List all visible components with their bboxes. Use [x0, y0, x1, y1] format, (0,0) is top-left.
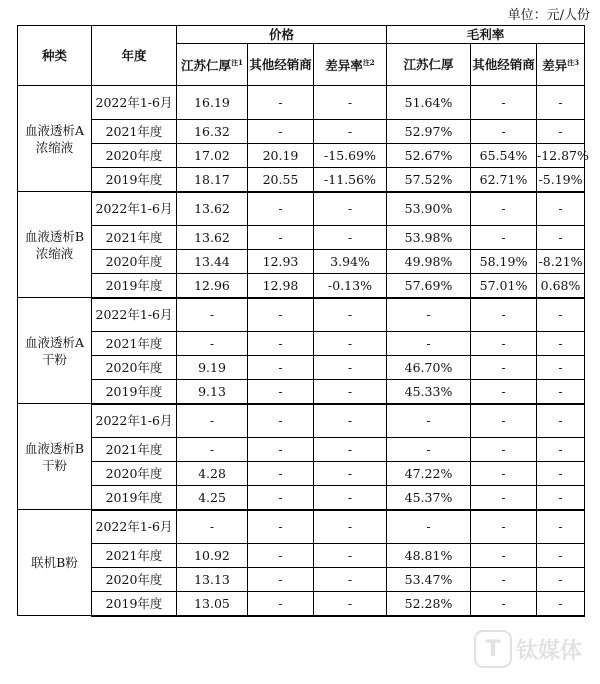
price-diff-cell: - — [314, 192, 387, 226]
price-other-cell: - — [248, 568, 314, 592]
margin-diff-cell: - — [537, 332, 585, 356]
price-jiangsu-cell: 13.13 — [177, 568, 248, 592]
margin-diff-cell: - — [537, 592, 585, 616]
margin-diff-cell: - — [537, 298, 585, 332]
margin-jiangsu-cell: - — [387, 510, 471, 544]
year-cell: 2019年度 — [92, 486, 177, 510]
header-price-jiangsu: 江苏仁厚$^{注1}$ — [177, 44, 248, 86]
price-jiangsu-cell: 9.13 — [177, 380, 248, 404]
price-diff-cell: - — [314, 226, 387, 250]
year-cell: 2022年1-6月 — [92, 192, 177, 226]
price-other-cell: 12.93 — [248, 250, 314, 274]
price-diff-cell: - — [314, 486, 387, 510]
price-jiangsu-cell: 16.19 — [177, 86, 248, 120]
margin-jiangsu-cell: 53.90% — [387, 192, 471, 226]
header-year: 年度 — [92, 26, 177, 86]
year-cell: 2020年度 — [92, 144, 177, 168]
margin-jiangsu-cell: 45.33% — [387, 380, 471, 404]
margin-jiangsu-cell: 45.37% — [387, 486, 471, 510]
margin-other-cell: - — [471, 380, 537, 404]
table-row — [18, 120, 585, 144]
margin-diff-cell: - — [537, 356, 585, 380]
price-other-cell: - — [248, 332, 314, 356]
price-jiangsu-cell: 13.44 — [177, 250, 248, 274]
year-cell: 2019年度 — [92, 274, 177, 298]
margin-other-cell: - — [471, 356, 537, 380]
price-jiangsu-cell: 4.28 — [177, 462, 248, 486]
price-other-cell: - — [248, 510, 314, 544]
margin-jiangsu-cell: 46.70% — [387, 356, 471, 380]
price-jiangsu-cell: 18.17 — [177, 168, 248, 192]
price-diff-cell: - — [314, 438, 387, 462]
price-diff-cell: - — [314, 404, 387, 438]
year-cell: 2020年度 — [92, 250, 177, 274]
margin-jiangsu-cell: 49.98% — [387, 250, 471, 274]
margin-diff-cell: - — [537, 438, 585, 462]
margin-other-cell: - — [471, 298, 537, 332]
year-cell: 2020年度 — [92, 568, 177, 592]
header-price-diff: 差异率$^{注2}$ — [314, 44, 387, 86]
margin-other-cell: 58.19% — [471, 250, 537, 274]
margin-jiangsu-cell: - — [387, 404, 471, 438]
header-margin-diff: 差异$^{注3}$ — [537, 44, 585, 86]
header-price-group: 价格 — [177, 26, 387, 44]
price-other-cell: - — [248, 226, 314, 250]
year-cell: 2021年度 — [92, 544, 177, 568]
year-cell: 2019年度 — [92, 592, 177, 616]
price-diff-cell: 3.94% — [314, 250, 387, 274]
margin-other-cell: - — [471, 332, 537, 356]
price-diff-cell: - — [314, 510, 387, 544]
margin-diff-cell: - — [537, 462, 585, 486]
margin-jiangsu-cell: 47.22% — [387, 462, 471, 486]
margin-jiangsu-cell: 52.97% — [387, 120, 471, 144]
year-cell: 2022年1-6月 — [92, 86, 177, 120]
margin-jiangsu-cell: - — [387, 332, 471, 356]
margin-jiangsu-cell: 53.98% — [387, 226, 471, 250]
table-row — [18, 86, 585, 120]
margin-jiangsu-cell: 52.67% — [387, 144, 471, 168]
margin-other-cell: - — [471, 404, 537, 438]
header-category: 种类 — [18, 26, 92, 86]
year-cell: 2021年度 — [92, 226, 177, 250]
price-other-cell: - — [248, 486, 314, 510]
price-other-cell: - — [248, 592, 314, 616]
margin-other-cell: 62.71% — [471, 168, 537, 192]
price-other-cell: - — [248, 462, 314, 486]
table-row — [18, 486, 585, 510]
margin-other-cell: - — [471, 486, 537, 510]
price-diff-cell: - — [314, 544, 387, 568]
margin-jiangsu-cell: 51.64% — [387, 86, 471, 120]
table-row — [18, 568, 585, 592]
year-cell: 2019年度 — [92, 380, 177, 404]
margin-other-cell: - — [471, 462, 537, 486]
price-jiangsu-cell: - — [177, 332, 248, 356]
category-cell: 血液透析A浓缩液 — [18, 86, 92, 192]
margin-diff-cell: -5.19% — [537, 168, 585, 192]
table-row — [18, 592, 585, 616]
price-other-cell: 20.55 — [248, 168, 314, 192]
table-row — [18, 274, 585, 298]
price-diff-cell: - — [314, 356, 387, 380]
margin-other-cell: - — [471, 192, 537, 226]
table-row — [18, 462, 585, 486]
price-other-cell: - — [248, 120, 314, 144]
price-diff-cell: - — [314, 568, 387, 592]
price-other-cell: - — [248, 192, 314, 226]
table-row — [18, 144, 585, 168]
margin-jiangsu-cell: - — [387, 438, 471, 462]
margin-other-cell: - — [471, 86, 537, 120]
year-cell: 2021年度 — [92, 120, 177, 144]
price-other-cell: - — [248, 356, 314, 380]
price-jiangsu-cell: - — [177, 510, 248, 544]
year-cell: 2022年1-6月 — [92, 298, 177, 332]
table-row — [18, 226, 585, 250]
header-price-other: 其他经销商 — [248, 44, 314, 86]
watermark-text: 钛媒体 — [516, 638, 583, 664]
margin-other-cell: 65.54% — [471, 144, 537, 168]
price-jiangsu-cell: 4.25 — [177, 486, 248, 510]
year-cell: 2021年度 — [92, 332, 177, 356]
margin-other-cell: 57.01% — [471, 274, 537, 298]
margin-other-cell: - — [471, 568, 537, 592]
price-jiangsu-cell: - — [177, 298, 248, 332]
table-row — [18, 332, 585, 356]
price-diff-cell: -0.13% — [314, 274, 387, 298]
margin-other-cell: - — [471, 438, 537, 462]
price-other-cell: - — [248, 380, 314, 404]
year-cell: 2019年度 — [92, 168, 177, 192]
year-cell: 2022年1-6月 — [92, 404, 177, 438]
price-other-cell: 20.19 — [248, 144, 314, 168]
price-diff-cell: -11.56% — [314, 168, 387, 192]
margin-diff-cell: - — [537, 544, 585, 568]
margin-diff-cell: -12.87% — [537, 144, 585, 168]
margin-diff-cell: - — [537, 86, 585, 120]
table-row — [18, 380, 585, 404]
margin-diff-cell: - — [537, 192, 585, 226]
margin-jiangsu-cell: 57.69% — [387, 274, 471, 298]
price-diff-cell: - — [314, 332, 387, 356]
price-diff-cell: - — [314, 298, 387, 332]
price-diff-cell: - — [314, 592, 387, 616]
margin-diff-cell: - — [537, 486, 585, 510]
price-margin-table — [17, 25, 589, 617]
margin-other-cell: - — [471, 510, 537, 544]
price-diff-cell: -15.69% — [314, 144, 387, 168]
price-diff-cell: - — [314, 380, 387, 404]
table-row — [18, 510, 585, 544]
price-jiangsu-cell: 13.62 — [177, 226, 248, 250]
price-diff-cell: - — [314, 462, 387, 486]
margin-diff-cell: - — [537, 380, 585, 404]
margin-other-cell: - — [471, 544, 537, 568]
tmtpost-logo-icon: T — [474, 630, 512, 668]
price-diff-cell: - — [314, 120, 387, 144]
year-cell: 2021年度 — [92, 438, 177, 462]
price-jiangsu-cell: - — [177, 404, 248, 438]
watermark — [474, 628, 586, 670]
margin-diff-cell: - — [537, 510, 585, 544]
price-jiangsu-cell: - — [177, 438, 248, 462]
table-row — [18, 250, 585, 274]
margin-diff-cell: - — [537, 120, 585, 144]
category-cell: 血液透析B干粉 — [18, 404, 92, 510]
header-margin-jiangsu: 江苏仁厚 — [387, 44, 471, 86]
category-cell: 血液透析B浓缩液 — [18, 192, 92, 298]
price-jiangsu-cell: 13.62 — [177, 192, 248, 226]
margin-diff-cell: - — [537, 568, 585, 592]
header-margin-other: 其他经销商 — [471, 44, 537, 86]
margin-diff-cell: - — [537, 404, 585, 438]
margin-jiangsu-cell: 57.52% — [387, 168, 471, 192]
table-row — [18, 404, 585, 438]
year-cell: 2020年度 — [92, 462, 177, 486]
margin-jiangsu-cell: - — [387, 298, 471, 332]
price-other-cell: - — [248, 404, 314, 438]
margin-jiangsu-cell: 52.28% — [387, 592, 471, 616]
margin-other-cell: - — [471, 226, 537, 250]
price-jiangsu-cell: 16.32 — [177, 120, 248, 144]
price-jiangsu-cell: 12.96 — [177, 274, 248, 298]
price-jiangsu-cell: 13.05 — [177, 592, 248, 616]
price-jiangsu-cell: 17.02 — [177, 144, 248, 168]
price-other-cell: - — [248, 298, 314, 332]
unit-label: 单位：元/人份 — [507, 8, 590, 23]
table-body — [18, 86, 589, 616]
header-margin-group: 毛利率 — [387, 26, 585, 44]
table-row — [18, 438, 585, 462]
margin-diff-cell: - — [537, 226, 585, 250]
price-diff-cell: - — [314, 86, 387, 120]
margin-jiangsu-cell: 48.81% — [387, 544, 471, 568]
margin-other-cell: - — [471, 120, 537, 144]
table-row — [18, 356, 585, 380]
margin-diff-cell: -8.21% — [537, 250, 585, 274]
price-other-cell: - — [248, 86, 314, 120]
table-row — [18, 192, 585, 226]
margin-other-cell: - — [471, 592, 537, 616]
table-row — [18, 168, 585, 192]
year-cell: 2020年度 — [92, 356, 177, 380]
price-jiangsu-cell: 10.92 — [177, 544, 248, 568]
price-other-cell: 12.98 — [248, 274, 314, 298]
category-cell: 联机B粉 — [18, 510, 92, 616]
margin-diff-cell: 0.68% — [537, 274, 585, 298]
price-other-cell: - — [248, 544, 314, 568]
price-other-cell: - — [248, 438, 314, 462]
year-cell: 2022年1-6月 — [92, 510, 177, 544]
price-jiangsu-cell: 9.19 — [177, 356, 248, 380]
table-row — [18, 544, 585, 568]
category-cell: 血液透析A干粉 — [18, 298, 92, 404]
table-row — [18, 298, 585, 332]
margin-jiangsu-cell: 53.47% — [387, 568, 471, 592]
